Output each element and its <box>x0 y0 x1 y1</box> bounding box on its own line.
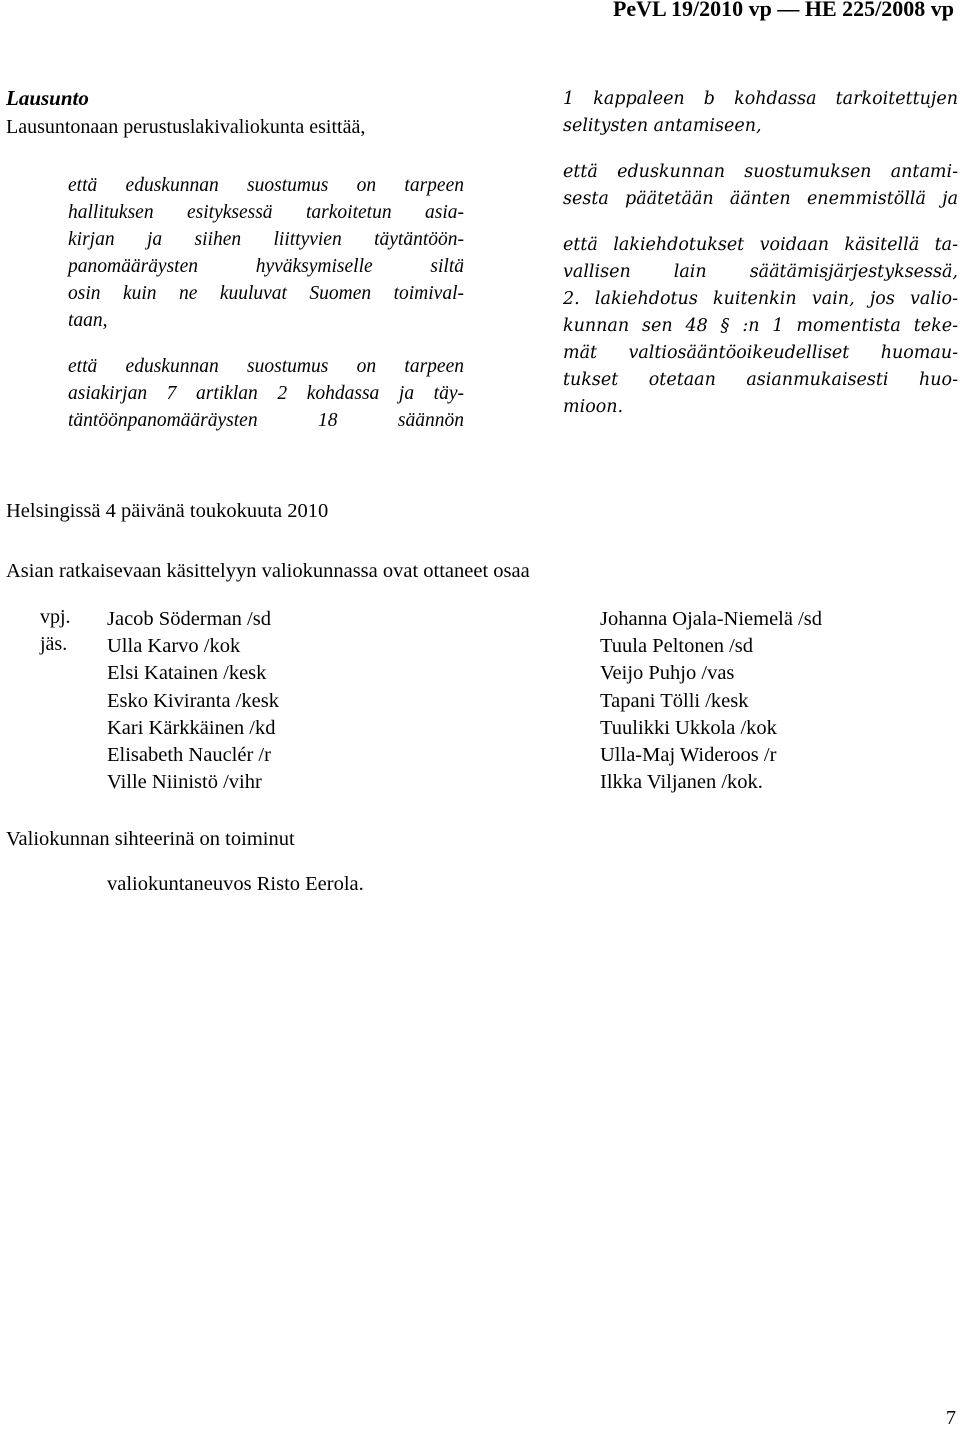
member-name: Ulla-Maj Wideroos /r <box>600 744 777 767</box>
text-line: hallituksen esityksessä tarkoitetun asia- <box>68 202 464 223</box>
member-name: Jacob Söderman /sd <box>107 608 271 630</box>
text-line: että lakiehdotukset voidaan käsitellä ta- <box>563 235 958 255</box>
secretary-intro: Valiokunnan sihteerinä on toiminut <box>6 828 295 850</box>
paragraph <box>563 159 958 213</box>
member-name: Esko Kiviranta /kesk <box>107 689 279 712</box>
text-line: asiakirjan 7 artiklan 2 kohdassa ja täy- <box>68 383 464 404</box>
section-heading: Lausunto <box>6 86 89 110</box>
text-line: että eduskunnan suostumus on tarpeen <box>68 175 464 196</box>
member-name: Ilkka Viljanen /kok. <box>600 771 763 794</box>
text-line: tukset otetaan asianmukaisesti huo- <box>563 370 958 390</box>
member-name: Johanna Ojala-Niemelä /sd <box>600 608 823 630</box>
member-name: Ville Niinistö /vihr <box>107 771 262 794</box>
member-name: Elisabeth Nauclér /r <box>107 744 271 767</box>
text-line: kunnan sen 48 § :n 1 momentista teke- <box>563 316 958 336</box>
right-column <box>563 86 958 421</box>
left-column <box>68 172 464 434</box>
paragraph <box>68 172 464 334</box>
text-line: 2. lakiehdotus kuitenkin vain, jos valio- <box>563 289 958 309</box>
text-line: vallisen lain säätämisjärjestyksessä, <box>563 262 958 282</box>
paragraph <box>68 353 464 434</box>
text-line: että eduskunnan suostumus on tarpeen <box>68 356 464 377</box>
paragraph <box>563 232 958 421</box>
running-header: PeVL 19/2010 vp — HE 225/2008 vp <box>612 0 954 21</box>
vice-chair-label: vpj. <box>40 606 71 628</box>
members-right-list <box>600 606 822 796</box>
text-line: taan, <box>68 310 108 331</box>
text-line: panomääräysten hyväksymiselle siltä <box>68 256 464 277</box>
date-line: Helsingissä 4 päivänä toukokuuta 2010 <box>6 500 329 522</box>
statement-intro: Lausuntonaan perustuslakivaliokunta esittää, <box>6 116 366 138</box>
secretary-name: valiokuntaneuvos Risto Eerola. <box>107 873 364 895</box>
text-line: mät valtiosääntöoikeudelliset huomau- <box>563 343 958 363</box>
member-name: Ulla Karvo /kok <box>107 635 241 658</box>
text-line: kirjan ja siihen liittyvien täytäntöön- <box>68 229 464 250</box>
text-line: täntöönpanomääräysten 18 säännön <box>68 410 464 431</box>
page-number: 7 <box>946 1407 956 1429</box>
member-name: Veijo Puhjo /vas <box>600 662 735 685</box>
members-label: jäs. <box>40 633 68 655</box>
text-line: 1 kappaleen b kohdassa tarkoitettujen <box>563 89 958 109</box>
members-left-list <box>107 606 279 796</box>
member-name: Tapani Tölli /kesk <box>600 689 749 712</box>
text-line: osin kuin ne kuuluvat Suomen toimival- <box>68 283 464 304</box>
text-line: selitysten antamiseen, <box>563 116 762 136</box>
member-name: Tuula Peltonen /sd <box>600 635 754 658</box>
member-name: Tuulikki Ukkola /kok <box>600 716 777 739</box>
text-line: sesta päätetään äänten enemmistöllä ja <box>563 189 958 209</box>
paragraph <box>563 86 958 140</box>
participants-intro: Asian ratkaisevaan käsittelyyn valiokunnassa ovat ottaneet osaa <box>6 560 530 582</box>
text-line: että eduskunnan suostumuksen antami- <box>563 162 958 182</box>
member-name: Elsi Katainen /kesk <box>107 662 267 685</box>
member-name: Kari Kärkkäinen /kd <box>107 716 276 739</box>
text-line: mioon. <box>563 397 624 417</box>
